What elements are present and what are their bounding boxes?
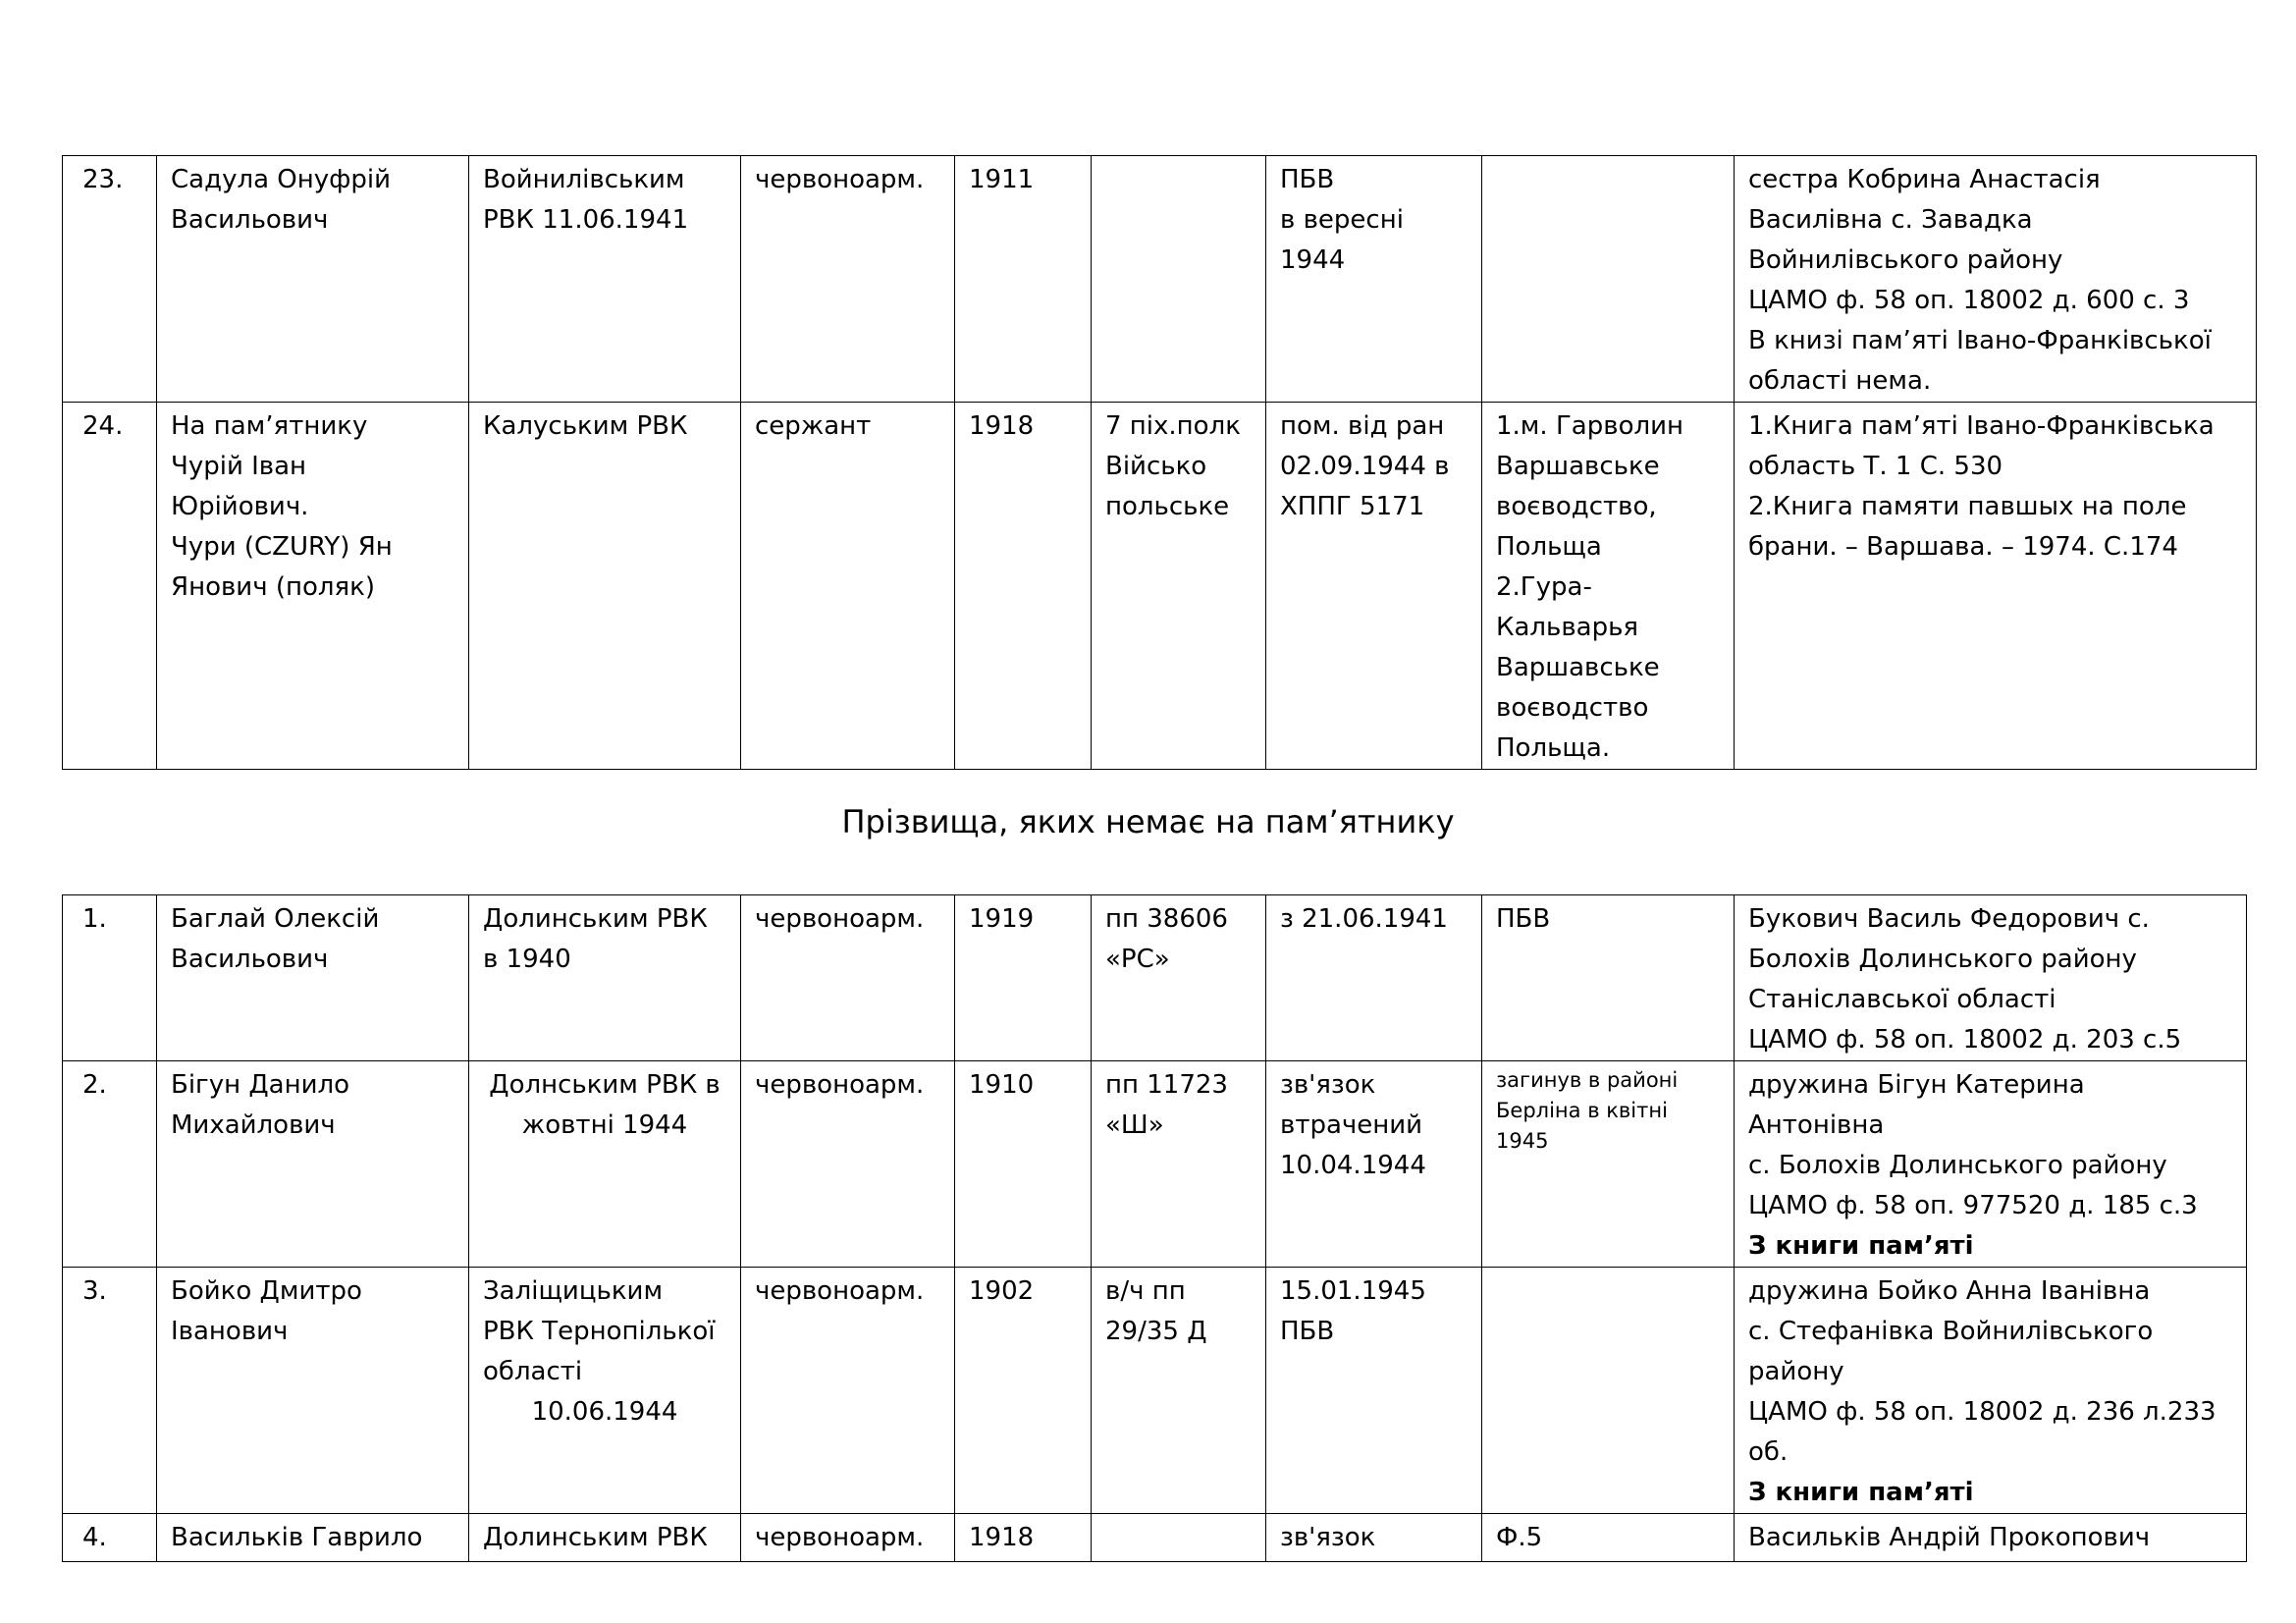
table-row	[63, 156, 2257, 403]
bottom-table	[62, 894, 2247, 1562]
military-unit: 7 піх.полк Військо польське	[1092, 403, 1266, 770]
person-name: На пам’ятнику Чурій Іван Юрійович. Чури (CZURY) Ян Янович (поляк)	[157, 403, 469, 770]
burial-place: загинув в районі Берліна в квітні 1945	[1482, 1061, 1735, 1268]
table-row	[63, 403, 2257, 770]
table-row	[63, 895, 2247, 1061]
birth-year: 1918	[955, 1514, 1092, 1562]
fate: зв'язок втрачений 10.04.1944	[1266, 1061, 1482, 1268]
row-number: 4.	[63, 1514, 157, 1562]
section-title: Прізвища, яких немає на пам’ятнику	[841, 803, 1455, 840]
rank: сержант	[741, 403, 955, 770]
military-unit	[1092, 1514, 1266, 1562]
table-row	[63, 1061, 2247, 1268]
person-name: Васильків Гаврило	[157, 1514, 469, 1562]
table-row	[63, 1514, 2247, 1562]
fate: ПБВ в вересні 1944	[1266, 156, 1482, 403]
military-unit	[1092, 156, 1266, 403]
relatives-source: 1.Книга пам’яті Івано-Франківська область Т. 1 С. 530 2.Книга памяти павшых на поле брани. – Варшава. – 1974. С.174	[1735, 403, 2257, 770]
relatives-source: дружина Бойко Анна Іванівна с. Стефанівка Войнилівського району ЦАМО ф. 58 оп. 18002 д. 236 л.233 об. З книги пам’яті	[1735, 1268, 2247, 1514]
rank: червоноарм.	[741, 895, 955, 1061]
rank: червоноарм.	[741, 1268, 955, 1514]
fate: з 21.06.1941	[1266, 895, 1482, 1061]
draft-office: Долнським РВК в жовтні 1944	[469, 1061, 741, 1268]
relatives-source: Букович Василь Федорович с. Болохів Долинського району Станіславської області ЦАМО ф. 58 оп. 18002 д. 203 с.5	[1735, 895, 2247, 1061]
rank: червоноарм.	[741, 156, 955, 403]
burial-place	[1482, 156, 1735, 403]
relatives-note: З книги пам’яті	[1748, 1231, 1974, 1261]
burial-place: Ф.5	[1482, 1514, 1735, 1562]
fate: пом. від ран 02.09.1944 в ХППГ 5171	[1266, 403, 1482, 770]
row-number: 23.	[63, 156, 157, 403]
birth-year: 1919	[955, 895, 1092, 1061]
row-number: 1.	[63, 895, 157, 1061]
birth-year: 1902	[955, 1268, 1092, 1514]
draft-date: 10.06.1944	[531, 1397, 678, 1427]
relatives-source: дружина Бігун Катерина Антонівна с. Болохів Долинського району ЦАМО ф. 58 оп. 977520 д. 185 с.3 З книги пам’яті	[1735, 1061, 2247, 1268]
row-number: 2.	[63, 1061, 157, 1268]
relatives-source: Васильків Андрій Прокопович	[1735, 1514, 2247, 1562]
birth-year: 1911	[955, 156, 1092, 403]
military-unit: пп 38606 «РС»	[1092, 895, 1266, 1061]
person-name: Бігун Данило Михайлович	[157, 1061, 469, 1268]
draft-office: Долинським РВК	[469, 1514, 741, 1562]
person-name: Баглай Олексій Васильович	[157, 895, 469, 1061]
draft-office: Заліщицьким РВК Тернопілької області 10.06.1944	[469, 1268, 741, 1514]
military-unit: в/ч пп 29/35 Д	[1092, 1268, 1266, 1514]
person-name: Бойко Дмитро Іванович	[157, 1268, 469, 1514]
fate: 15.01.1945 ПБВ	[1266, 1268, 1482, 1514]
draft-office: Долинським РВК в 1940	[469, 895, 741, 1061]
draft-office: Войнилівським РВК 11.06.1941	[469, 156, 741, 403]
burial-place: ПБВ	[1482, 895, 1735, 1061]
relatives-note: З книги пам’яті	[1748, 1478, 1974, 1507]
draft-office: Калуським РВК	[469, 403, 741, 770]
fate: зв'язок	[1266, 1514, 1482, 1562]
military-unit: пп 11723 «Ш»	[1092, 1061, 1266, 1268]
birth-year: 1910	[955, 1061, 1092, 1268]
table-row	[63, 1268, 2247, 1514]
person-name: Садула Онуфрій Васильович	[157, 156, 469, 403]
burial-place: 1.м. Гарволин Варшавське воєводство, Польща 2.Гура- Кальварья Варшавське воєводство Польща.	[1482, 403, 1735, 770]
relatives-source: сестра Кобрина Анастасія Василівна с. Завадка Войнилівського району ЦАМО ф. 58 оп. 18002 д. 600 с. 3 В книзі пам’яті Івано-Франківської області нема.	[1735, 156, 2257, 403]
birth-year: 1918	[955, 403, 1092, 770]
rank: червоноарм.	[741, 1061, 955, 1268]
rank: червоноарм.	[741, 1514, 955, 1562]
burial-place	[1482, 1268, 1735, 1514]
row-number: 3.	[63, 1268, 157, 1514]
row-number: 24.	[63, 403, 157, 770]
top-table	[62, 155, 2257, 770]
